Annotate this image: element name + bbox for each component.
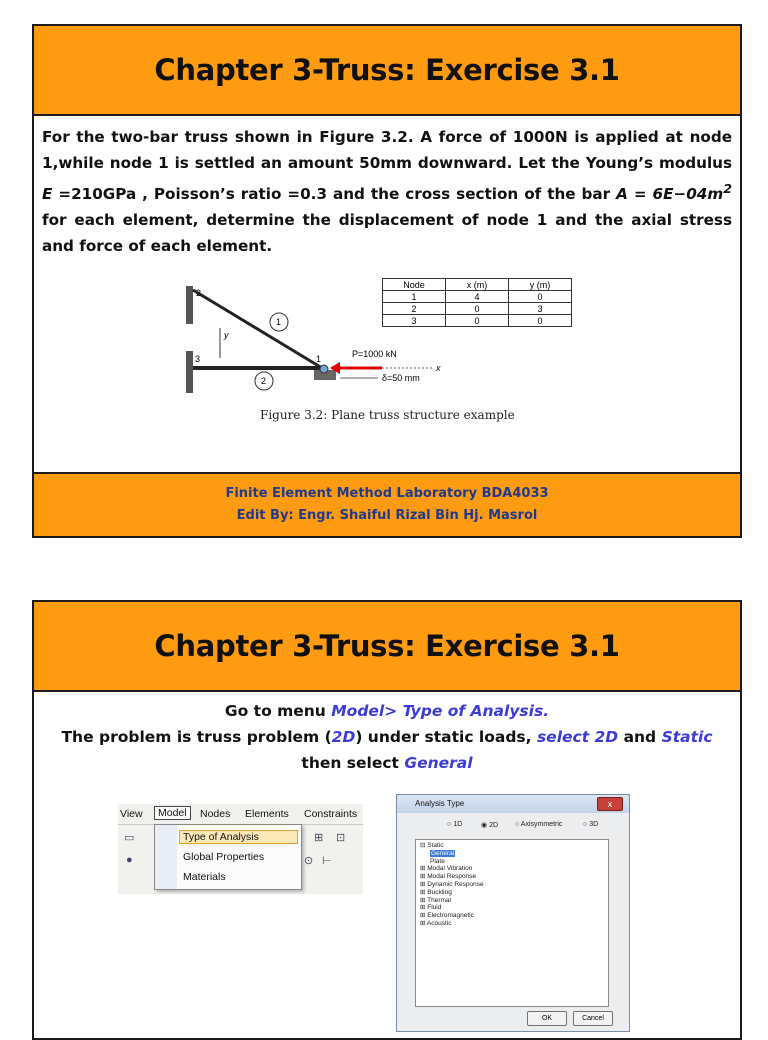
table-cell: 0: [446, 315, 509, 327]
menu-model[interactable]: Model: [154, 806, 191, 820]
tree-item-modal-response[interactable]: ⊞ Modal Response: [420, 873, 477, 881]
text-segment: =: [627, 185, 653, 204]
menu-screenshot: [118, 804, 363, 894]
symbol-a: A: [616, 185, 628, 204]
menu-nodes[interactable]: Nodes: [200, 808, 231, 820]
highlight-text: Static: [661, 728, 713, 746]
node-coordinate-table: [382, 278, 572, 327]
menu-bar: [118, 804, 363, 825]
radio-label: Axisymmetric: [520, 821, 563, 828]
toolbar-icon[interactable]: ⊙: [304, 855, 314, 867]
figure-caption: Figure 3.2: Plane truss structure example: [260, 408, 515, 422]
dialog-title: Analysis Type: [415, 799, 465, 808]
tree-item-thermal[interactable]: ⊞ Thermal: [420, 896, 451, 904]
close-button[interactable]: x: [597, 797, 623, 811]
table-cell: 0: [446, 303, 509, 315]
tree-item-electromagnetic[interactable]: ⊞ Electromagnetic: [420, 912, 474, 920]
table-row: [383, 291, 572, 303]
dialog-titlebar: [397, 795, 629, 813]
radio-label: 2D: [489, 822, 499, 829]
toolbar-icon[interactable]: ⊞: [314, 832, 324, 844]
text-segment: =210GPa , Poisson’s ratio =0.3 and the cross section of the bar: [52, 185, 617, 204]
table-row: [383, 303, 572, 315]
tree-label: General: [431, 849, 455, 857]
menu-elements[interactable]: Elements: [245, 808, 289, 820]
superscript: 2: [723, 181, 732, 196]
text-segment: then select: [301, 754, 405, 772]
tree-item-dynamic-response[interactable]: ⊞ Dynamic Response: [420, 880, 484, 888]
radio-label: 3D: [589, 821, 599, 828]
element-1-bar: [193, 290, 322, 368]
tree-label: Thermal: [427, 896, 451, 904]
tree-item-modal-vibration[interactable]: ⊞ Modal Vibration: [420, 865, 473, 873]
table-cell: 2: [383, 303, 446, 315]
dropdown-gutter: [155, 825, 177, 889]
table-header: y (m): [509, 279, 572, 291]
slide-title: Chapter 3-Truss: Exercise 3.1: [154, 629, 620, 663]
text-segment: Go to menu: [224, 702, 332, 720]
menu-item-materials[interactable]: Materials: [183, 871, 226, 883]
node-label-1: 1: [316, 354, 322, 364]
element-label-2: 2: [261, 376, 267, 386]
radio-label: 1D: [453, 821, 463, 828]
tree-label: Plate: [430, 857, 445, 865]
toolbar-icon[interactable]: ⊡: [336, 832, 346, 844]
slide-header: [34, 602, 740, 692]
tree-item-general[interactable]: [420, 850, 604, 858]
element-label-1: 1: [276, 317, 282, 327]
table-cell: 3: [383, 315, 446, 327]
instructions: [34, 692, 740, 776]
analysis-type-dialog: [396, 794, 630, 1032]
text-segment: and: [618, 728, 662, 746]
table-cell: 3: [509, 303, 572, 315]
text-segment: The problem is truss problem (: [61, 728, 332, 746]
table-header: x (m): [446, 279, 509, 291]
settlement-label: δ=50 mm: [382, 373, 420, 383]
ok-button[interactable]: OK: [527, 1011, 567, 1026]
menu-item-global-properties[interactable]: Global Properties: [183, 851, 265, 863]
menu-item-type-of-analysis[interactable]: Type of Analysis: [179, 830, 298, 844]
tree-label: Modal Vibration: [427, 865, 473, 873]
table-cell: 0: [509, 291, 572, 303]
radio-2d[interactable]: ◉ 2D: [481, 822, 499, 829]
support-node-2: [186, 286, 193, 324]
tree-item-plate[interactable]: [420, 858, 604, 866]
radio-3d[interactable]: ○ 3D: [583, 821, 599, 828]
dimension-radios: [415, 821, 609, 837]
slide-footer: [34, 472, 740, 536]
table-header: Node: [383, 279, 446, 291]
highlight-text: .: [543, 702, 550, 720]
tree-label: Static: [427, 842, 444, 849]
instruction-line-1: [34, 698, 740, 724]
y-axis-label: y: [224, 330, 229, 340]
highlight-text: General: [404, 754, 473, 772]
cancel-button[interactable]: Cancel: [573, 1011, 613, 1026]
text-segment: for each element, determine the displacement of node 1 and the axial stress and force of each element.: [42, 211, 732, 256]
slide-2: [32, 600, 742, 1040]
toolbar-icon[interactable]: ▭: [124, 832, 135, 844]
tree-item-static[interactable]: ⊟ Static: [420, 842, 444, 849]
slide-header: [34, 26, 740, 116]
table-row: [383, 315, 572, 327]
node-label-3: 3: [195, 354, 201, 364]
text-segment: ) under static loads,: [355, 728, 537, 746]
slide-title: Chapter 3-Truss: Exercise 3.1: [154, 53, 620, 87]
toolbar-icon[interactable]: ⊢: [322, 855, 332, 867]
model-dropdown: [154, 824, 302, 890]
support-node-3: [186, 351, 193, 393]
x-axis-label: x: [436, 363, 441, 373]
instruction-line-3: [34, 750, 740, 776]
text-segment: For the two-bar truss shown in Figure 3.2. A force of 1000N is applied at node 1,while node 1 is settled an amount 50mm downward. Let the Young’s modulus: [42, 128, 732, 172]
force-label: P=1000 kN: [352, 349, 397, 359]
radio-1d[interactable]: ○ 1D: [447, 821, 463, 828]
node-label-2: 2: [196, 288, 202, 298]
problem-statement: [34, 116, 740, 259]
instruction-line-2: [34, 724, 740, 750]
highlight-text: 2D: [331, 728, 356, 746]
footer-author: Edit By: Engr. Shaiful Rizal Bin Hj. Masrol: [236, 508, 538, 523]
highlight-text: select 2D: [536, 728, 619, 746]
analysis-tree: [415, 839, 609, 1007]
table-header-row: [383, 279, 572, 291]
footer-course: Finite Element Method Laboratory BDA4033: [225, 486, 549, 501]
menu-constraints[interactable]: Constraints: [304, 808, 358, 820]
area-value: 6E−04m: [652, 185, 724, 204]
slide-1: [32, 24, 742, 538]
symbol-e: E: [42, 185, 53, 204]
table-cell: 0: [509, 315, 572, 327]
tree-label: Modal Response: [427, 873, 477, 881]
tree-label: Acoustic: [426, 919, 452, 927]
tree-item-buckling[interactable]: ⊞ Buckling: [420, 888, 452, 896]
radio-icon[interactable]: ●: [126, 854, 133, 866]
table-cell: 4: [446, 291, 509, 303]
tree-label: Fluid: [427, 904, 442, 912]
tree-item-fluid[interactable]: ⊞ Fluid: [420, 904, 442, 912]
tree-label: Electromagnetic: [427, 912, 474, 920]
node-1-marker: [320, 365, 328, 373]
radio-axisymmetric[interactable]: ○ Axisymmetric: [515, 821, 563, 828]
tree-label: Dynamic Response: [427, 880, 484, 888]
tree-item-acoustic[interactable]: ⊞ Acoustic: [420, 919, 452, 927]
menu-view[interactable]: View: [120, 808, 143, 820]
table-cell: 1: [383, 291, 446, 303]
tree-label: Buckling: [427, 888, 452, 896]
highlight-text: Model> Type of Analysis: [331, 702, 544, 720]
